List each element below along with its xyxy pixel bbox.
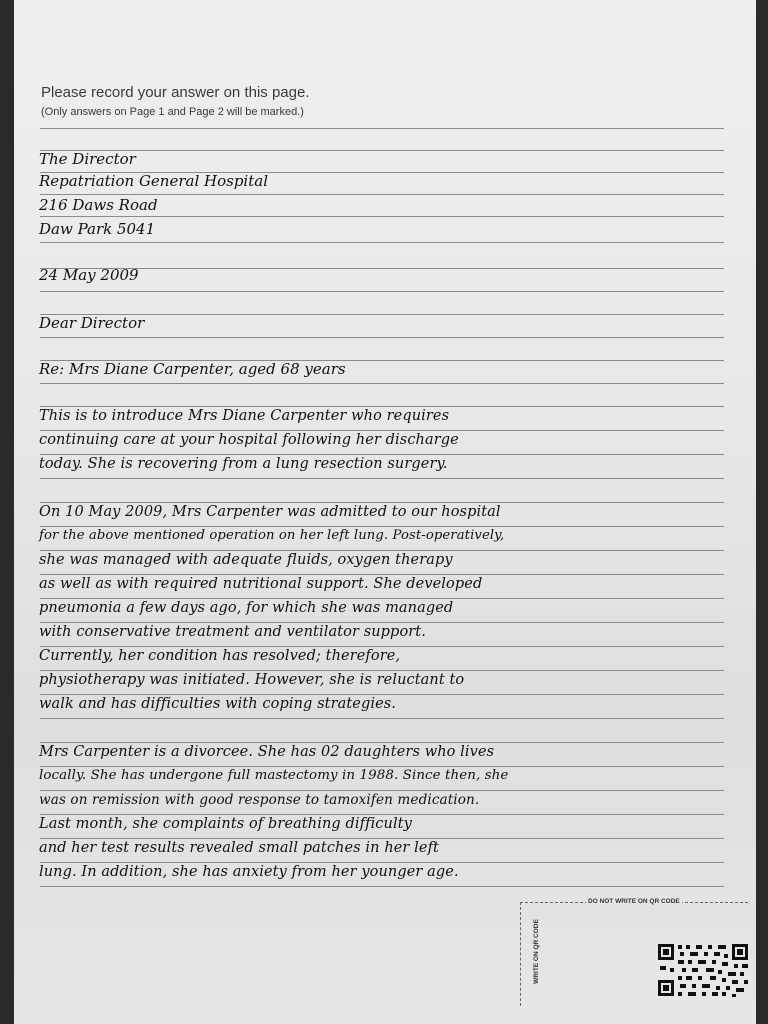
paragraph-line: Currently, her condition has resolved; therefore, — [39, 648, 401, 664]
recipient-title: The Director — [39, 150, 136, 168]
qr-code-zone — [520, 898, 752, 1008]
paragraph-line: lung. In addition, she has anxiety from her younger age. — [39, 864, 459, 880]
paragraph-line: she was managed with adequate fluids, oxygen therapy — [39, 552, 453, 568]
paragraph-line: Last month, she complaints of breathing difficulty — [39, 816, 412, 832]
instruction-subtitle: (Only answers on Page 1 and Page 2 will be marked.) — [41, 106, 304, 118]
answer-page — [14, 0, 756, 1024]
qr-warning-label: DO NOT WRITE ON QR CODE — [588, 898, 680, 905]
paragraph-line: locally. She has undergone full mastectomy in 1988. Since then, she — [39, 768, 509, 783]
paragraph-line: and her test results revealed small patches in her left — [39, 840, 439, 856]
letter-date: 24 May 2009 — [39, 266, 139, 284]
street-address: 216 Daws Road — [39, 196, 158, 214]
paragraph-line: pneumonia a few days ago, for which she was managed — [39, 600, 454, 616]
paragraph-line: This is to introduce Mrs Diane Carpenter who requires — [39, 408, 450, 424]
paragraph-line: with conservative treatment and ventilator support. — [39, 624, 426, 640]
paragraph-line: continuing care at your hospital following her discharge — [39, 432, 459, 448]
salutation: Dear Director — [39, 314, 145, 332]
re-line: Re: Mrs Diane Carpenter, aged 68 years — [39, 360, 346, 378]
paragraph-line: as well as with required nutritional support. She developed — [39, 576, 483, 592]
instruction-title: Please record your answer on this page. — [41, 84, 310, 101]
page-header — [41, 84, 309, 118]
hospital-name: Repatriation General Hospital — [39, 172, 268, 190]
paragraph-line: today. She is recovering from a lung resection surgery. — [39, 456, 448, 472]
paragraph-line: Mrs Carpenter is a divorcee. She has 02 daughters who lives — [39, 744, 495, 760]
qr-zone-border-left — [520, 902, 521, 1006]
paragraph-line: was on remission with good response to tamoxifen medication. — [39, 792, 480, 808]
paragraph-line: On 10 May 2009, Mrs Carpenter was admitted to our hospital — [39, 504, 501, 520]
qr-code-icon — [656, 942, 750, 998]
paragraph-line: for the above mentioned operation on her left lung. Post-operatively, — [39, 528, 505, 543]
qr-side-label: WRITE ON QR CODE — [532, 919, 540, 984]
paragraph-line: walk and has difficulties with coping strategies. — [39, 696, 397, 712]
paragraph-line: physiotherapy was initiated. However, she is reluctant to — [39, 672, 465, 688]
suburb-postcode: Daw Park 5041 — [39, 220, 156, 238]
